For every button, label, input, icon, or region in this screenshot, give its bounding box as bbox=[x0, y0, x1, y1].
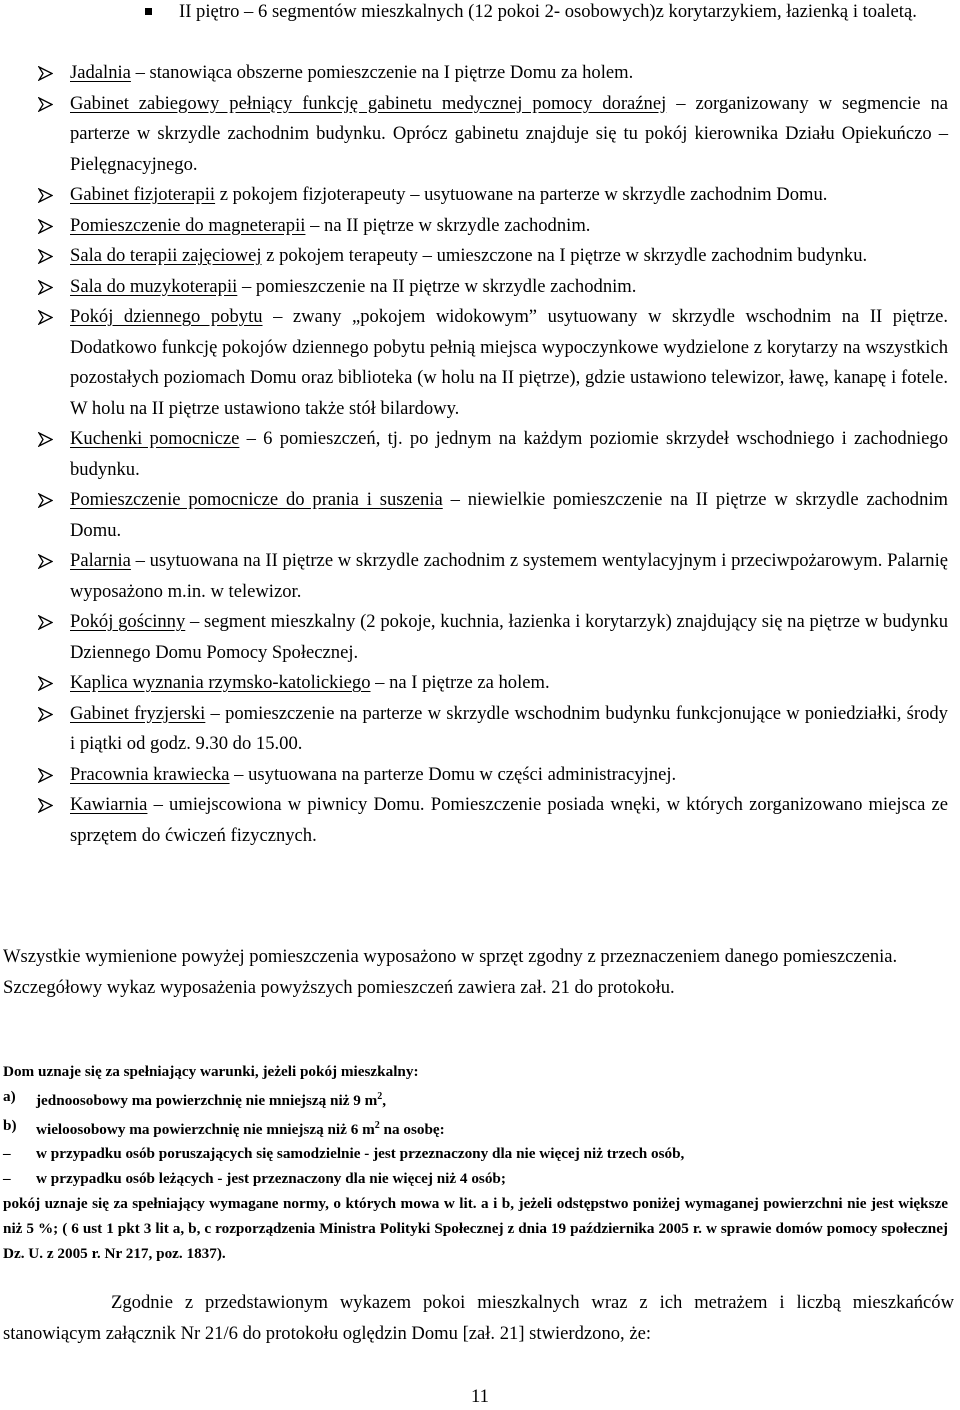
arrow-bullet-icon bbox=[38, 302, 58, 332]
arrow-bullet-icon bbox=[38, 790, 58, 820]
legal-excerpt bbox=[0, 1060, 954, 1266]
room-description: – niewielkie pomieszczenie na II piętrze w skrzydle zachodnim Domu. bbox=[70, 489, 948, 541]
room-description: – zorganizowany w segmencie na parterze w skrzydle zachodnim budynku. Oprócz gabinetu znajduje się tu pokój kierownika Działu Opiekuńczo – Pielęgnacyjnego. bbox=[70, 92, 949, 175]
arrow-bullet-icon bbox=[38, 180, 58, 210]
legal-point-a-superscript: 2 bbox=[377, 1090, 383, 1102]
room-description: – stanowiąca obszerne pomieszczenie na I piętrze Domu za holem. bbox=[130, 62, 634, 83]
arrow-bullet-icon bbox=[38, 668, 58, 698]
arrow-bullet-icon bbox=[38, 272, 58, 302]
floor-item-text: II piętro – 6 segmentów mieszkalnych (12 pokoi 2- osobowych)z korytarzykiem, łazienką i toaletą. bbox=[179, 1, 917, 22]
summary bbox=[0, 942, 960, 1003]
room-list-item bbox=[0, 607, 954, 668]
arrow-bullet-icon bbox=[38, 699, 58, 729]
legal-dash-1-text: w przypadku osób poruszających się samodzielnie - jest przeznaczony dla nie więcej niż trzech osób, bbox=[36, 1145, 685, 1163]
room-description: – pomieszczenie na II piętrze w skrzydle zachodnim. bbox=[237, 275, 637, 297]
summary-paragraph-1: Wszystkie wymienione powyżej pomieszczenia wyposażono w sprzęt zgodny z przeznaczeniem danego pomieszczenia. bbox=[3, 946, 898, 967]
arrow-bullet-icon bbox=[38, 760, 58, 790]
room-name: Sala do terapii zajęciowej bbox=[70, 245, 262, 266]
room-name: Gabinet zabiegowy pełniący funkcję gabinetu medycznej pomocy doraźnej bbox=[70, 92, 667, 114]
legal-point-a bbox=[0, 1085, 954, 1114]
room-list-item bbox=[0, 546, 954, 607]
room-description: – segment mieszkalny (2 pokoje, kuchnia, łazienka i korytarzyk) znajdujący się na piętrze w budynku Dziennego Domu Pomocy Społecznej. bbox=[70, 611, 948, 663]
room-description: z pokojem fizjoterapeuty – usytuowane na parterze w skrzydle zachodnim Domu. bbox=[215, 184, 828, 205]
room-list-item bbox=[0, 241, 954, 272]
arrow-bullet-icon bbox=[38, 89, 58, 119]
legal-heading: Dom uznaje się za spełniający warunki, jeżeli pokój mieszkalny: bbox=[3, 1063, 419, 1080]
floor-item bbox=[0, 0, 960, 28]
room-description: z pokojem terapeuty – umieszczone na I piętrze w skrzydle zachodnim budynku. bbox=[261, 245, 868, 266]
legal-dash-1-label: – bbox=[3, 1145, 11, 1163]
legal-point-a-text: jednoosobowy ma powierzchnię nie mniejszą niż 9 m bbox=[36, 1091, 378, 1109]
room-name: Jadalnia bbox=[70, 62, 131, 83]
arrow-bullet-icon bbox=[38, 241, 58, 271]
room-list-item bbox=[0, 272, 954, 303]
room-name: Pomieszczenie do magneterapii bbox=[70, 214, 306, 236]
legal-point-b-superscript: 2 bbox=[374, 1119, 380, 1131]
legal-point-a-label: a) bbox=[3, 1087, 16, 1105]
legal-dash-2-text: w przypadku osób leżących - jest przeznaczony dla nie więcej niż 4 osób; bbox=[36, 1170, 506, 1188]
legal-closing: pokój uznaje się za spełniający wymagane normy, o których mowa w lit. a i b, jeżeli odstępstwo poniżej wymaganej powierzchni nie jest większe niż 5 %; ( 6 ust 1 pkt 3 lit a, b, c rozporządzenia Ministra Polityki Społecznej z dnia 19 października 2005 r. w sprawie domów pomocy społecznej Dz. U. z 2005 r. Nr 217, poz. 1837). bbox=[3, 1194, 948, 1262]
legal-dash-2 bbox=[0, 1167, 954, 1192]
room-name: Kawiarnia bbox=[70, 794, 148, 815]
room-name: Palarnia bbox=[70, 550, 131, 571]
room-list-item bbox=[0, 180, 954, 211]
room-list-item bbox=[0, 211, 954, 242]
page-number: 11 bbox=[471, 1386, 489, 1407]
room-name: Kaplica wyznania rzymsko-katolickiego bbox=[70, 672, 371, 693]
room-name: Gabinet fryzjerski bbox=[70, 702, 206, 724]
legal-point-b bbox=[0, 1114, 954, 1143]
room-description: – usytuowana na II piętrze w skrzydle zachodnim z systemem wentylacyjnym i przeciwpożarowym. Palarnię wyposażono m.in. w telewizor. bbox=[70, 550, 948, 602]
room-name: Gabinet fizjoterapii bbox=[70, 184, 216, 205]
room-description: – na II piętrze w skrzydle zachodnim. bbox=[305, 214, 591, 236]
room-description: – na I piętrze za holem. bbox=[370, 672, 550, 693]
room-list-item bbox=[0, 790, 954, 851]
legal-point-a-end: , bbox=[382, 1091, 387, 1109]
room-description: – pomieszczenie na parterze w skrzydle wschodnim budynku funkcjonujące w poniedziałki, środy i piątki od godz. 9.30 do 15.00. bbox=[70, 702, 948, 754]
conclusion: Zgodnie z przedstawionym wykazem pokoi mieszkalnych wraz z ich metrażem i liczbą mieszkańców stanowiącym załącznik Nr 21/6 do protokołu oględzin Domu [zał. 21] stwierdzono, że: bbox=[3, 1292, 954, 1344]
room-name: Kuchenki pomocnicze bbox=[70, 428, 240, 449]
room-description: – 6 pomieszczeń, tj. po jednym na każdym poziomie skrzydeł wschodniego i zachodniego budynku. bbox=[70, 428, 949, 480]
room-list-item bbox=[0, 760, 954, 791]
arrow-bullet-icon bbox=[38, 607, 58, 637]
room-name: Pomieszczenie pomocnicze do prania i suszenia bbox=[70, 489, 443, 510]
square-bullet-icon bbox=[145, 0, 165, 27]
legal-point-b-end: na osobę: bbox=[379, 1120, 445, 1138]
room-description: – umiejscowiona w piwnicy Domu. Pomieszczenie posiada wnęki, w których zorganizowano miejsca ze sprzętem do ćwiczeń fizycznych. bbox=[70, 794, 948, 846]
room-name: Pokój dziennego pobytu bbox=[70, 306, 263, 327]
room-name: Pokój gościnny bbox=[70, 611, 186, 632]
legal-point-b-label: b) bbox=[3, 1116, 17, 1134]
legal-dash-2-label: – bbox=[3, 1170, 11, 1188]
legal-point-b-text: wieloosobowy ma powierzchnię nie mniejszą niż 6 m bbox=[36, 1120, 375, 1138]
room-description: – zwany „pokojem widokowym” usytuowany w skrzydle wschodnim na II piętrze. Dodatkowo funkcję pokojów dziennego pobytu pełnią miejsca wypoczynkowe wydzielone z korytarzy na wszystkich pozostałych poziomach Domu oraz biblioteka (w holu na II piętrze), gdzie ustawiono telewizor, ławę, kanapę i fotele. W holu na II piętrze ustawiono także stół bilardowy. bbox=[70, 306, 948, 419]
arrow-bullet-icon bbox=[38, 485, 58, 515]
room-list-item bbox=[0, 668, 954, 699]
room-list-item bbox=[0, 89, 954, 181]
room-name: Pracownia krawiecka bbox=[70, 763, 230, 785]
room-list bbox=[0, 58, 954, 851]
summary-paragraph-2: Szczegółowy wykaz wyposażenia powyższych pomieszczeń zawiera zał. 21 do protokołu. bbox=[3, 976, 675, 998]
arrow-bullet-icon bbox=[38, 58, 58, 88]
room-list-item bbox=[0, 302, 954, 424]
room-list-item bbox=[0, 424, 954, 485]
room-list-item bbox=[0, 58, 954, 89]
arrow-bullet-icon bbox=[38, 424, 58, 454]
arrow-bullet-icon bbox=[38, 546, 58, 576]
room-list-item bbox=[0, 485, 954, 546]
room-name: Sala do muzykoterapii bbox=[70, 275, 238, 297]
arrow-bullet-icon bbox=[38, 211, 58, 241]
room-list-item bbox=[0, 699, 954, 760]
legal-dash-1 bbox=[0, 1142, 954, 1167]
room-description: – usytuowana na parterze Domu w części administracyjnej. bbox=[229, 763, 677, 785]
